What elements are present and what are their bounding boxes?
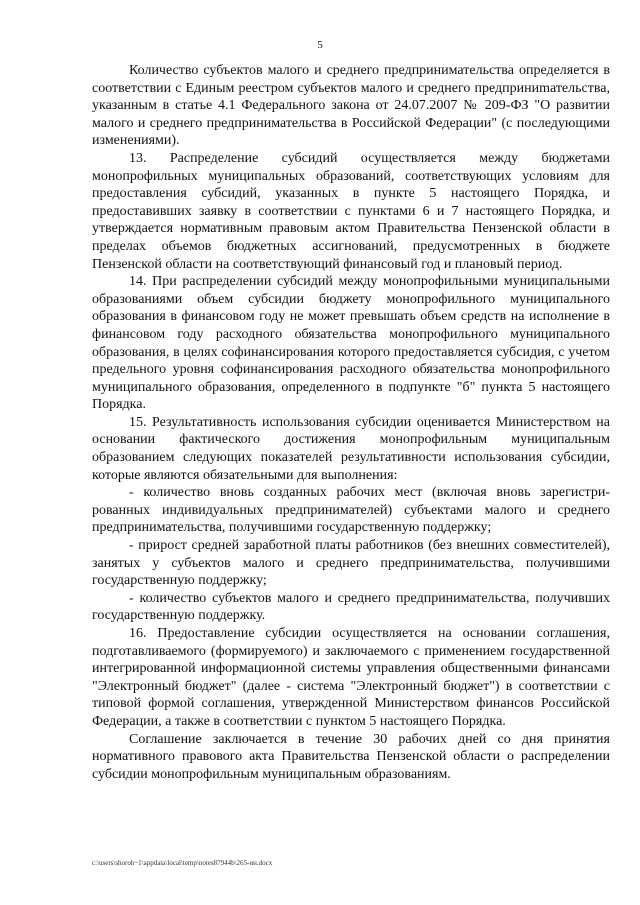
paragraph-agreement-term: Соглашение заключается в течение 30 рабочих дней со дня принятия нормативного правового акта Правительства Пензенской области о распределении субсидии монопрофильным муниципальным образованиям.: [92, 731, 610, 782]
document-body: [92, 62, 610, 783]
list-item-new-jobs: - количество вновь созданных рабочих мест (включая вновь зарегистрированных индивидуальных предпринимателей) субъектами малого и среднего предпринимательства, получившими государственную поддержку;: [92, 485, 610, 536]
list-item-supported-smb: - количество субъектов малого и среднего предпринимательства, получивших государственную поддержку.: [92, 590, 610, 624]
paragraph-15-effectiveness: 15. Результативность использования субсидии оценивается Министерством на основании фактического достижения монопрофильным муниципальным образованием следующих показателей результативности использования субсидии, которые являются обязательными для выполнения:: [92, 414, 610, 483]
paragraph-16-agreement: 16. Предоставление субсидии осуществляется на основании соглашения, подготавливаемого (формируемого) и заключаемого с применением государственной интегрированной информационной системы управления общественными финансами "Электронный бюджет" (далее - система "Электронный бюджет") в соответствии с типовой формой соглашения, утвержденной Министерством финансов Российской Федерации, а также в соответствии с пунктом 5 настоящего Порядка.: [92, 626, 610, 729]
paragraph-14-limits: 14. При распределении субсидий между монопрофильными муниципальными образованиями объем субсидии бюджету монопрофильного муниципального образования в финансовом году не может превышать объем средств на исполнение в финансовом году расходного обязательства монопрофильного муниципального образования, в целях софинансирования которого предоставляется субсидия, с учетом предельного уровня софинансирования расходного обязательства монопрофильного муниципального образования, определенного в подпункте "б" пункта 5 настоящего Порядка.: [92, 274, 610, 413]
paragraph-13-distribution: 13. Распределение субсидий осуществляется между бюджетами монопрофильных муниципальных образований, соответствующих условиям для предоставления субсидий, указанных в пункте 5 настоящего Порядка, и предоставивших заявку в соответствии с пунктами 6 и 7 настоящего Порядка, и утверждается нормативным правовым актом Правительства Пензенской области в пределах объемов бюджетных ассигнований, предусмотренных в бюджете Пензенской области на соответствующий финансовый год и плановый период.: [92, 150, 610, 272]
footer-file-path: c:\users\shoroh~1\appdata\local\temp\notes87944b\265-ин.docx: [92, 859, 273, 867]
paragraph-smb-count: Количество субъектов малого и среднего предпринимательства определяется в соответствии с Единым реестром субъектов малого и среднего предприниmательства, указанным в статье 4.1 Федерального закона от 24.07.2007 № 209-ФЗ "О развитии малого и среднего предпринимательства в Российской Федерации" (с последующими изменениями).: [92, 63, 610, 149]
list-item-salary-growth: - прирост средней заработной платы работников (без внешних совместителей), занятых у субъектов малого и среднего предпринимательства, получившими государственную поддержку;: [92, 538, 610, 589]
page-number: 5: [317, 39, 323, 51]
